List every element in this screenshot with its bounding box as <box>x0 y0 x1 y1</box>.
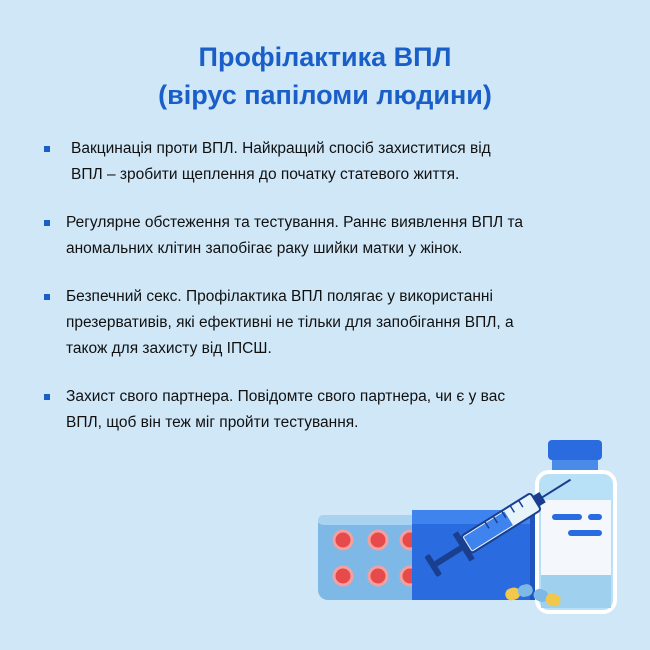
medicine-illustration <box>300 430 650 650</box>
item-text-line: ВПЛ, щоб він теж міг пройти тестування. <box>66 414 359 431</box>
item-text-line: Захист свого партнера. Повідомте свого партнера, чи є у вас <box>66 388 506 405</box>
list-item <box>38 210 618 262</box>
list-item <box>38 384 618 436</box>
item-text-line: Регулярне обстеження та тестування. Раннє виявлення ВПЛ та <box>66 214 524 231</box>
item-text-line: також для захисту від ІПСШ. <box>66 340 272 357</box>
list-item <box>38 284 618 362</box>
list-item <box>38 136 618 188</box>
title-line-2: (вірус папіломи людини) <box>158 80 492 110</box>
bullet-icon <box>44 220 50 226</box>
title-line-1: Профілактика ВПЛ <box>198 42 452 72</box>
item-text-line: аномальних клітин запобігає раку шийки матки у жінок. <box>66 240 463 257</box>
bullet-icon <box>44 294 50 300</box>
bullet-icon <box>44 146 50 152</box>
item-text-line: Вакцинація проти ВПЛ. Найкращий спосіб захиститися від <box>71 140 491 157</box>
item-text-line: презервативів, які ефективні не тільки для запобігання ВПЛ, а <box>66 314 514 331</box>
bullet-icon <box>44 394 50 400</box>
item-text-line: Безпечний секс. Профілактика ВПЛ полягає у використанні <box>66 288 493 305</box>
page-title <box>0 38 650 114</box>
vaccine-vial-icon <box>537 440 615 612</box>
prevention-list <box>38 136 618 458</box>
item-text-line: ВПЛ – зробити щеплення до початку статевого життя. <box>71 166 460 183</box>
